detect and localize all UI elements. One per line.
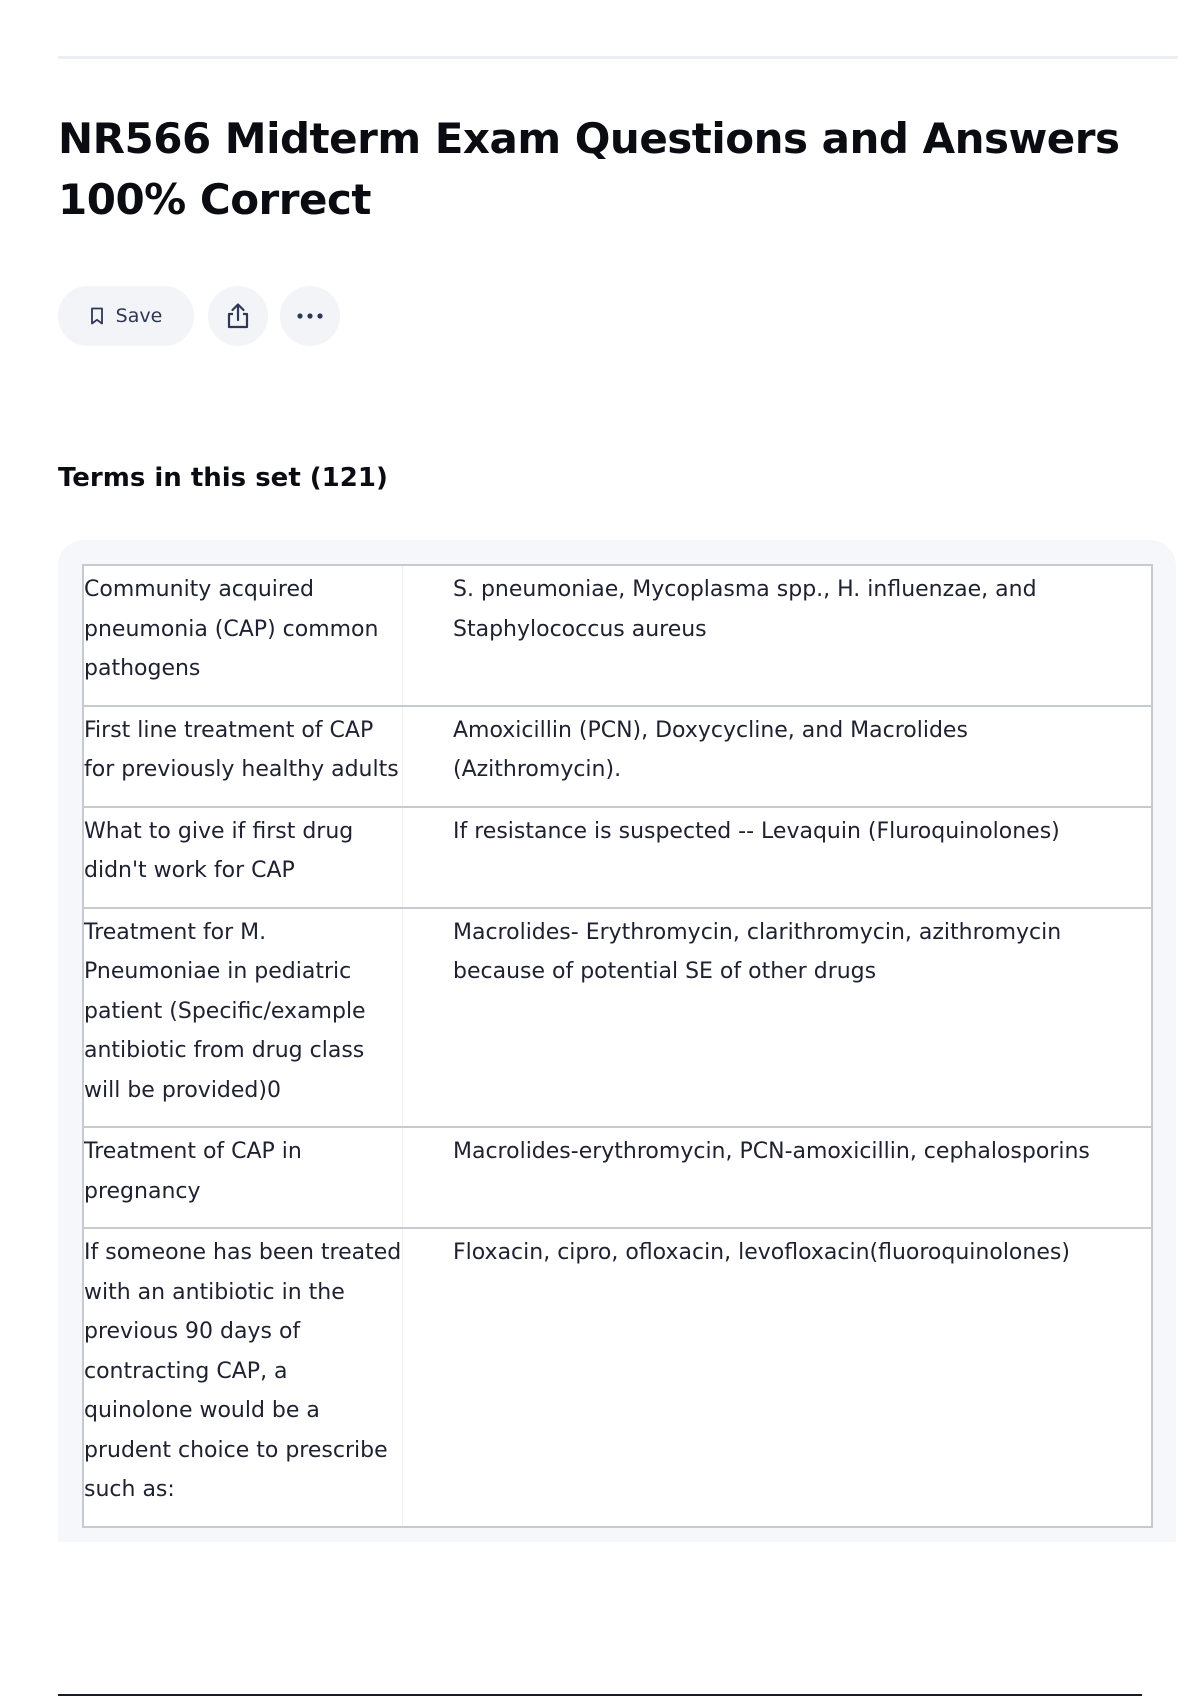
term-cell: What to give if first drug didn't work for CAP: [83, 807, 403, 908]
page-title: NR566 Midterm Exam Questions and Answers 100% Correct: [58, 114, 1120, 224]
definition-cell: S. pneumoniae, Mycoplasma spp., H. influenzae, and Staphylococcus aureus: [453, 577, 1037, 642]
bookmark-icon: [90, 307, 104, 325]
table-row: [83, 565, 1152, 706]
definition-cell: If resistance is suspected -- Levaquin (Fluroquinolones): [453, 818, 1060, 844]
save-button-label: Save: [115, 305, 163, 327]
term-cell: First line treatment of CAP for previously healthy adults: [83, 706, 403, 807]
term-cell: Community acquired pneumonia (CAP) common pathogens: [83, 565, 403, 706]
terms-heading: Terms in this set (121): [58, 463, 388, 493]
share-button[interactable]: [208, 286, 268, 346]
save-button[interactable]: [58, 286, 194, 346]
definition-cell: Amoxicillin (PCN), Doxycycline, and Macrolides (Azithromycin).: [453, 717, 968, 782]
top-divider: [58, 56, 1178, 59]
table-row: [83, 1228, 1152, 1527]
definition-cell: Macrolides- Erythromycin, clarithromycin, azithromycin because of potential SE of other drugs: [453, 919, 1062, 984]
table-row: [83, 807, 1152, 908]
action-bar: [58, 286, 340, 346]
term-cell: Treatment for M. Pneumoniae in pediatric patient (Specific/example antibiotic from drug class will be provided)0: [83, 908, 403, 1128]
terms-table: [82, 564, 1153, 1528]
term-cell: Treatment of CAP in pregnancy: [83, 1127, 403, 1228]
table-row: [83, 1127, 1152, 1228]
term-cell: If someone has been treated with an antibiotic in the previous 90 days of contracting CAP, a quinolone would be a prudent choice to prescribe such as:: [83, 1228, 403, 1527]
share-icon: [225, 302, 251, 330]
more-options-button[interactable]: [280, 286, 340, 346]
more-horizontal-icon: [296, 312, 324, 320]
definition-cell: Floxacin, cipro, ofloxacin, levofloxacin(fluoroquinolones): [453, 1240, 1070, 1265]
bottom-divider: [58, 1694, 1142, 1696]
definition-cell: Macrolides-erythromycin, PCN-amoxicillin, cephalosporins: [453, 1139, 1090, 1164]
table-row: [83, 706, 1152, 807]
table-row: [83, 908, 1152, 1128]
